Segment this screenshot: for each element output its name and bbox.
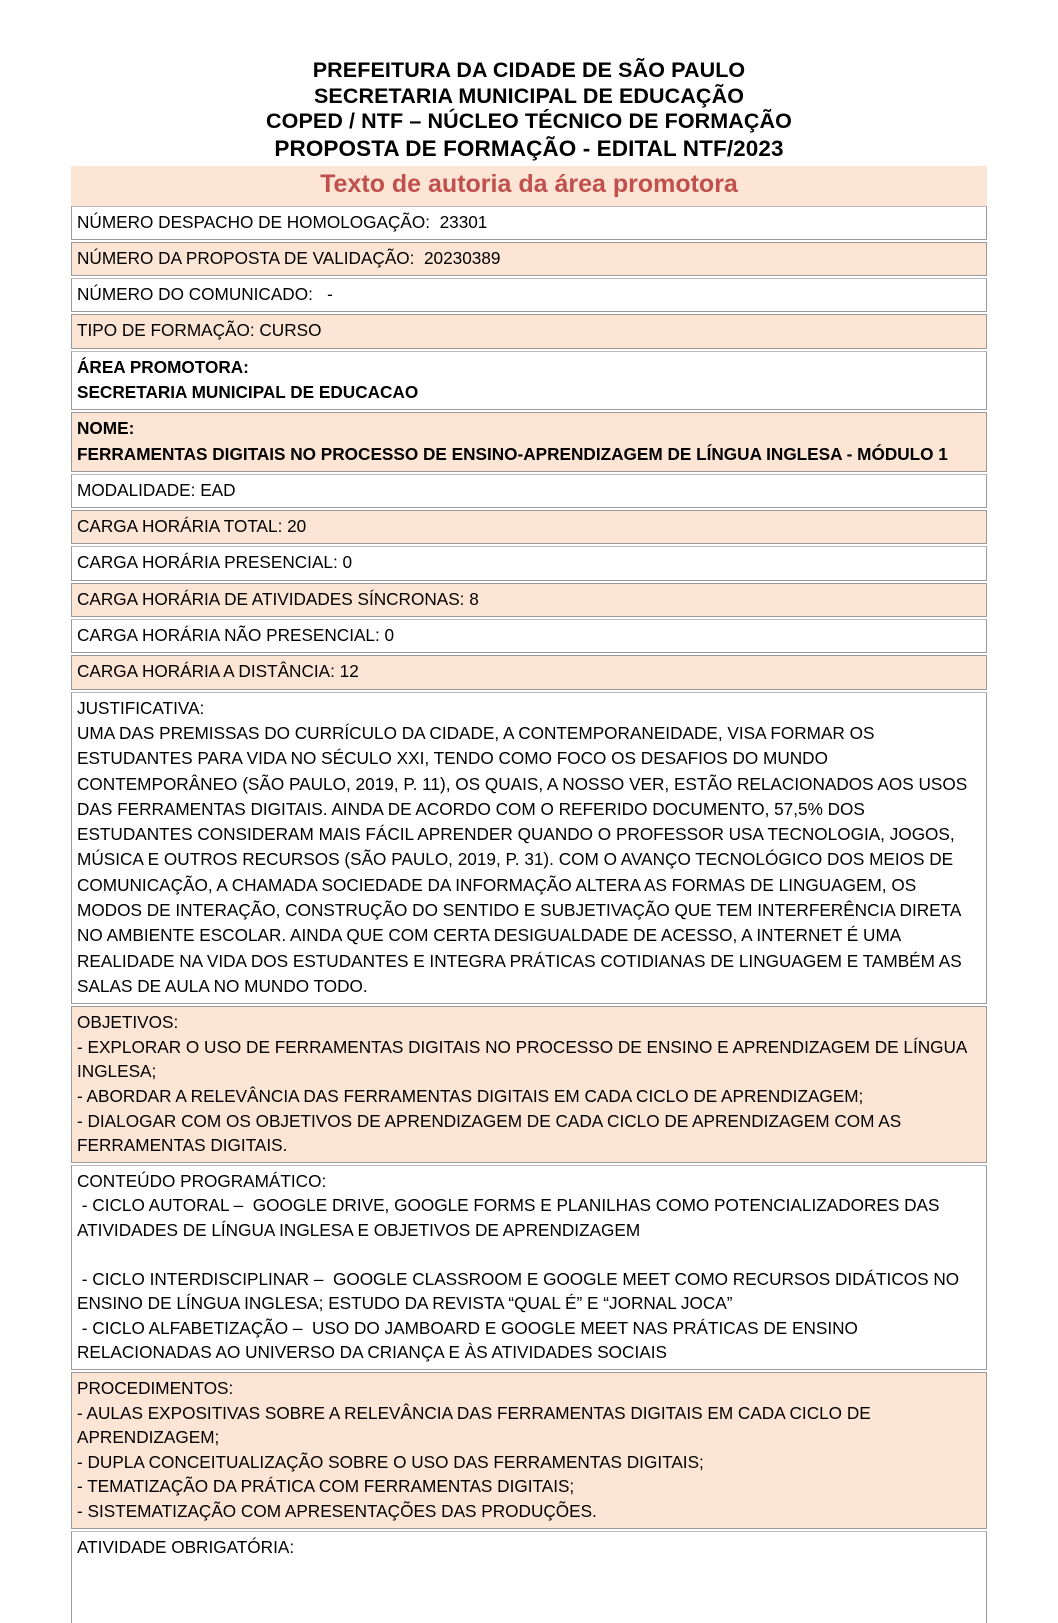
form-row-tipo-de-formacao — [71, 314, 987, 348]
form-row-line: FERRAMENTAS DIGITAIS NO PROCESSO DE ENSINO-APRENDIZAGEM DE LÍNGUA INGLESA - MÓDULO 1 — [77, 443, 948, 464]
form-row-line: NÚMERO DO COMUNICADO: - — [77, 284, 333, 305]
form-row-line: NOME: — [77, 418, 135, 439]
form-row-carga-horaria-a-distancia — [71, 655, 987, 689]
form-row-content — [77, 282, 982, 307]
form-row-content — [77, 1010, 982, 1158]
form-row-content — [77, 587, 982, 612]
form-row-line: - DUPLA CONCEITUALIZAÇÃO SOBRE O USO DAS FERRAMENTAS DIGITAIS; — [77, 1451, 704, 1472]
title-band — [71, 166, 987, 206]
form-row-content — [77, 416, 982, 467]
form-row-line: - CICLO INTERDISCIPLINAR – GOOGLE CLASSROOM E GOOGLE MEET COMO RECURSOS DIDÁTICOS NO ENSINO DE LÍNGUA INGLESA; ESTUDO DA REVISTA “QUAL É” E “JORNAL JOCA” — [77, 1268, 964, 1314]
form-row-line: CARGA HORÁRIA PRESENCIAL: 0 — [77, 552, 353, 573]
form-row-line: CARGA HORÁRIA A DISTÂNCIA: 12 — [77, 661, 359, 682]
form-row-line: - EXPLORAR O USO DE FERRAMENTAS DIGITAIS NO PROCESSO DE ENSINO E APRENDIZAGEM DE LÍNGUA INGLESA; — [77, 1036, 972, 1082]
form-row-carga-horaria-nao-presencial — [71, 619, 987, 653]
form-row-line: ÁREA PROMOTORA: — [77, 356, 249, 377]
form-row-content — [77, 355, 982, 406]
title-band-text: Texto de autoria da área promotora — [320, 169, 738, 198]
form-row-line: NÚMERO DA PROPOSTA DE VALIDAÇÃO: 20230389 — [77, 247, 501, 268]
form-row-conteudo-programatico — [71, 1165, 987, 1370]
form-row-content — [77, 210, 982, 235]
header-line-3: COPED / NTF – NÚCLEO TÉCNICO DE FORMAÇÃO — [266, 109, 792, 133]
form-row-numero-despacho-homologacao — [71, 206, 987, 240]
form-row-carga-horaria-total — [71, 510, 987, 544]
form-row-content — [77, 1535, 982, 1560]
blank-line — [77, 1243, 982, 1267]
form-row-objetivos — [71, 1006, 987, 1163]
header-line-2: SECRETARIA MUNICIPAL DE EDUCAÇÃO — [313, 83, 745, 108]
form-row-area-promotora — [71, 351, 987, 411]
form-row-line: - SISTEMATIZAÇÃO COM APRESENTAÇÕES DAS PRODUÇÕES. — [77, 1500, 597, 1521]
form-row-line: - DIALOGAR COM OS OBJETIVOS DE APRENDIZAGEM DE CADA CICLO DE APRENDIZAGEM COM AS FERRAMENTAS DIGITAIS. — [77, 1110, 906, 1156]
form-row-line: OBJETIVOS: — [77, 1012, 179, 1033]
header-line-1: PREFEITURA DA CIDADE DE SÃO PAULO — [312, 58, 746, 82]
form-row-atividade-obrigatoria — [71, 1531, 987, 1623]
form-row-content — [77, 1169, 982, 1365]
form-row-line: - TEMATIZAÇÃO DA PRÁTICA COM FERRAMENTAS DIGITAIS; — [77, 1476, 575, 1497]
form-row-content — [77, 1376, 982, 1524]
form-row-numero-comunicado — [71, 278, 987, 312]
form-row-line: CARGA HORÁRIA NÃO PRESENCIAL: 0 — [77, 625, 395, 646]
form-row-content — [77, 659, 982, 684]
form-row-content — [77, 696, 982, 1000]
form-row-content — [77, 478, 982, 503]
form-row-modalidade — [71, 474, 987, 508]
form-row-line: CARGA HORÁRIA DE ATIVIDADES SÍNCRONAS: 8 — [77, 588, 479, 609]
form-row-line: CARGA HORÁRIA TOTAL: 20 — [77, 516, 307, 537]
form-row-line: - CICLO ALFABETIZAÇÃO – USO DO JAMBOARD E GOOGLE MEET NAS PRÁTICAS DE ENSINO RELACIONADAS AO UNIVERSO DA CRIANÇA E ÀS ATIVIDADES SOCIAIS — [77, 1317, 863, 1363]
form-table — [71, 206, 987, 1623]
form-row-line: TIPO DE FORMAÇÃO: CURSO — [77, 320, 322, 341]
form-row-content — [77, 318, 982, 343]
form-row-line: JUSTIFICATIVA: — [77, 697, 205, 718]
form-row-line: CONTEÚDO PROGRAMÁTICO: — [77, 1170, 327, 1191]
form-row-line: - AULAS EXPOSITIVAS SOBRE A RELEVÂNCIA DAS FERRAMENTAS DIGITAIS EM CADA CICLO DE APRENDIZAGEM; — [77, 1402, 875, 1448]
form-row-procedimentos — [71, 1372, 987, 1529]
form-row-line: NÚMERO DESPACHO DE HOMOLOGAÇÃO: 23301 — [77, 211, 488, 232]
form-row-carga-horaria-presencial — [71, 546, 987, 580]
form-row-line: ATIVIDADE OBRIGATÓRIA: — [77, 1536, 295, 1557]
form-row-carga-horaria-atividades-sincronas — [71, 583, 987, 617]
form-row-content — [77, 623, 982, 648]
form-row-justificativa — [71, 692, 987, 1005]
form-row-content — [77, 514, 982, 539]
form-row-line: PROCEDIMENTOS: — [77, 1377, 234, 1398]
form-row-nome — [71, 412, 987, 472]
form-row-line: MODALIDADE: EAD — [77, 479, 236, 500]
header-line-4: PROPOSTA DE FORMAÇÃO - EDITAL NTF/2023 — [274, 135, 784, 161]
form-row-content — [77, 550, 982, 575]
form-row-line: UMA DAS PREMISSAS DO CURRÍCULO DA CIDADE, A CONTEMPORANEIDADE, VISA FORMAR OS ESTUDANTES PARA VIDA NO SÉCULO XXI, TENDO COMO FOCO OS DESAFIOS DO MUNDO CONTEMPORÂNEO (SÃO PAULO, 2019, P. 11), OS QUAIS, A NOSSO VER, ESTÃO RELACIONADOS AOS USOS DAS FERRAMENTAS DIGITAIS. AINDA DE ACORDO COM O REFERIDO DOCUMENTO, 57,5% DOS ESTUDANTES CONSIDERAM MAIS FÁCIL APRENDER QUANDO O PROFESSOR USA TECNOLOGIA, JOGOS, MÚSICA E OUTROS RECURSOS (SÃO PAULO, 2019, P. 31). COM O AVANÇO TECNOLÓGICO DOS MEIOS DE COMUNICAÇÃO, A CHAMADA SOCIEDADE DA INFORMAÇÃO ALTERA AS FORMAS DE LINGUAGEM, OS MODOS DE INTERAÇÃO, CONSTRUÇÃO DO SENTIDO E SUBJETIVAÇÃO QUE TEM INTERFERÊNCIA DIRETA NO AMBIENTE ESCOLAR. AINDA QUE COM CERTA DESIGUALDADE DE ACESSO, A INTERNET É UMA REALIDADE NA VIDA DOS ESTUDANTES E INTEGRA PRÁTICAS COTIDIANAS DE LINGUAGEM E TAMBÉM AS SALAS DE AULA NO MUNDO TODO. — [77, 722, 972, 996]
form-row-content — [77, 246, 982, 271]
form-row-line: SECRETARIA MUNICIPAL DE EDUCACAO — [77, 381, 419, 402]
form-row-line: - CICLO AUTORAL – GOOGLE DRIVE, GOOGLE FORMS E PLANILHAS COMO POTENCIALIZADORES DAS ATIVIDADES DE LÍNGUA INGLESA E OBJETIVOS DE APRENDIZAGEM — [77, 1195, 944, 1240]
document-header — [0, 0, 1058, 163]
form-row-line: - ABORDAR A RELEVÂNCIA DAS FERRAMENTAS DIGITAIS EM CADA CICLO DE APRENDIZAGEM; — [77, 1086, 864, 1106]
form-row-numero-proposta-validacao — [71, 242, 987, 276]
